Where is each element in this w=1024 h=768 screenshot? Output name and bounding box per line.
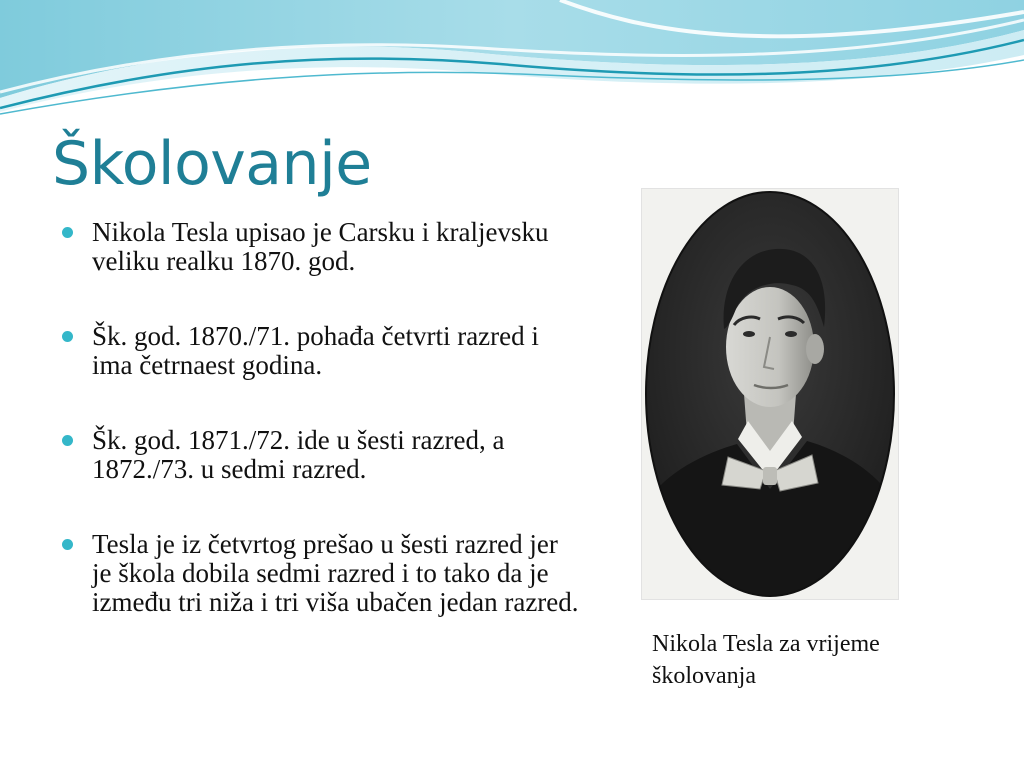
header-wave-decoration bbox=[0, 0, 1024, 120]
list-item bbox=[60, 218, 580, 276]
caption-line-2: školovanja bbox=[652, 663, 756, 689]
bullet-dot-icon bbox=[62, 539, 73, 550]
portrait-ear bbox=[806, 334, 824, 364]
portrait-bow-knot bbox=[763, 467, 777, 485]
list-item bbox=[60, 426, 580, 484]
bullet-dot-icon bbox=[62, 331, 73, 342]
portrait-photo bbox=[641, 188, 899, 600]
page-title: Školovanje bbox=[52, 129, 372, 199]
bullet-dot-icon bbox=[62, 435, 73, 446]
bullet-dot-icon bbox=[62, 227, 73, 238]
caption-line-1: Nikola Tesla za vrijeme bbox=[652, 631, 880, 657]
bullet-text: Šk. god. 1871./72. ide u šesti razred, a 1872./73. u sedmi razred. bbox=[92, 425, 505, 484]
bullet-text: Šk. god. 1870./71. pohađa četvrti razred i ima četrnaest godina. bbox=[92, 321, 539, 380]
bullet-text: Nikola Tesla upisao je Carsku i kraljevsku veliku realku 1870. god. bbox=[92, 217, 549, 276]
list-item bbox=[60, 322, 580, 380]
photo-caption bbox=[652, 628, 972, 692]
bullet-text: Tesla je iz četvrtog prešao u šesti razred jer je škola dobila sedmi razred i to tako da je između tri niža i tri viša ubačen jedan razred. bbox=[92, 529, 579, 617]
bullet-list bbox=[60, 218, 580, 617]
portrait-illustration bbox=[642, 189, 898, 599]
list-item bbox=[60, 530, 580, 617]
